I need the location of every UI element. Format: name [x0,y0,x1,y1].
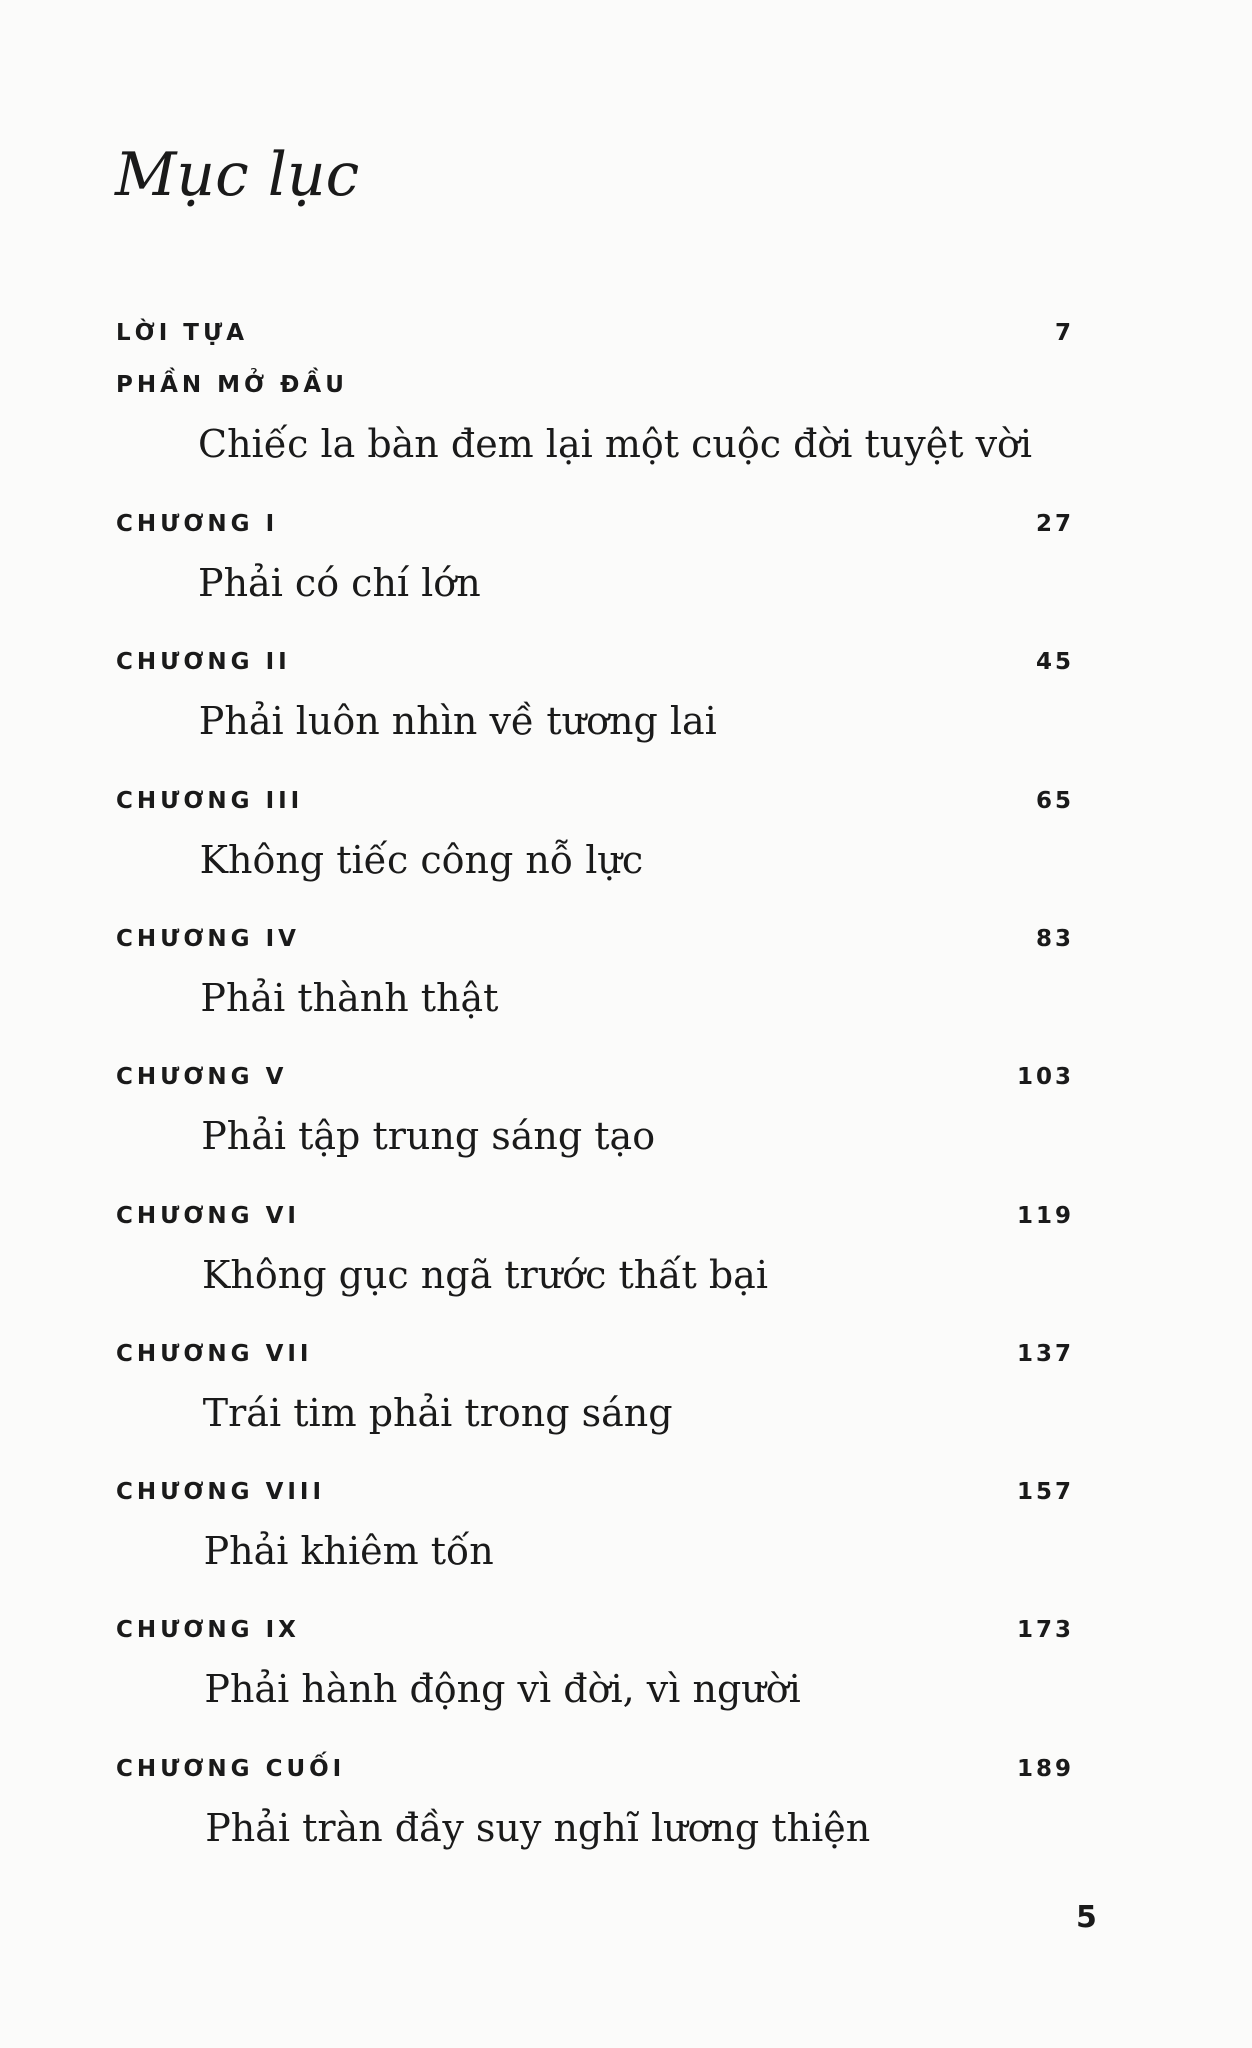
entry-title: Phải khiêm tốn [203,1529,494,1574]
entry-label: CHƯƠNG VII [116,1340,313,1367]
entry-title: Không gục ngã trước thất bại [202,1252,768,1297]
toc-entry-chapter [116,511,1074,537]
entry-title: Chiếc la bàn đem lại một cuộc đời tuyệt vời [198,422,1033,466]
entry-label: CHƯƠNG IX [116,1617,300,1644]
entry-page: 189 [1016,1755,1074,1782]
entry-title: Phải luôn nhìn về tương lai [198,699,717,744]
toc-entry-chapter [116,788,1074,814]
entry-label: CHƯƠNG CUỐI [116,1755,346,1782]
entry-page: 65 [1035,787,1074,814]
entry-page: 103 [1016,1064,1074,1091]
toc-entry-chapter [116,1203,1074,1229]
toc-entry-chapter [116,1756,1074,1782]
entry-title: Phải thành thật [200,975,499,1020]
entry-title: Phải có chí lớn [198,561,481,605]
entry-title: Phải tập trung sáng tạo [201,1114,656,1159]
entry-page: 119 [1016,1202,1074,1229]
entry-label: CHƯƠNG IV [116,925,300,952]
toc-entry-chapter [116,1064,1074,1090]
entry-label: LỜI TỰA [116,320,249,346]
entry-page: 45 [1035,649,1074,676]
toc-entry-preface [116,320,1074,346]
entry-title: Trái tim phải trong sáng [202,1390,673,1435]
entry-label: CHƯƠNG II [116,649,291,676]
entry-label: CHƯƠNG V [116,1064,288,1091]
entry-page: 27 [1035,511,1074,537]
page-title: Mục lục [115,140,360,210]
page-number: 5 [1076,1900,1097,1935]
entry-label: CHƯƠNG VI [116,1202,300,1229]
toc-entry-chapter [116,1479,1074,1505]
toc-entry-chapter [116,1617,1074,1643]
entry-page: 83 [1035,925,1074,952]
entry-title: Phải hành động vì đời, vì người [204,1667,801,1712]
entry-page: 173 [1016,1617,1074,1644]
entry-page: 157 [1016,1479,1074,1506]
entry-page: 137 [1016,1340,1074,1367]
toc-entry-chapter [116,649,1074,675]
entry-title: Phải tràn đầy suy nghĩ lương thiện [205,1805,871,1850]
toc-entry-chapter [116,1341,1074,1367]
toc-entry-chapter [116,926,1074,952]
entry-label: CHƯƠNG III [116,787,304,814]
entry-page: 7 [1054,320,1074,346]
entry-title: Không tiếc công nỗ lực [199,837,644,882]
toc-entry-intro [116,372,1074,398]
entry-label: PHẦN MỞ ĐẦU [116,372,348,398]
entry-label: CHƯƠNG I [116,511,279,537]
entry-label: CHƯƠNG VIII [116,1479,326,1506]
